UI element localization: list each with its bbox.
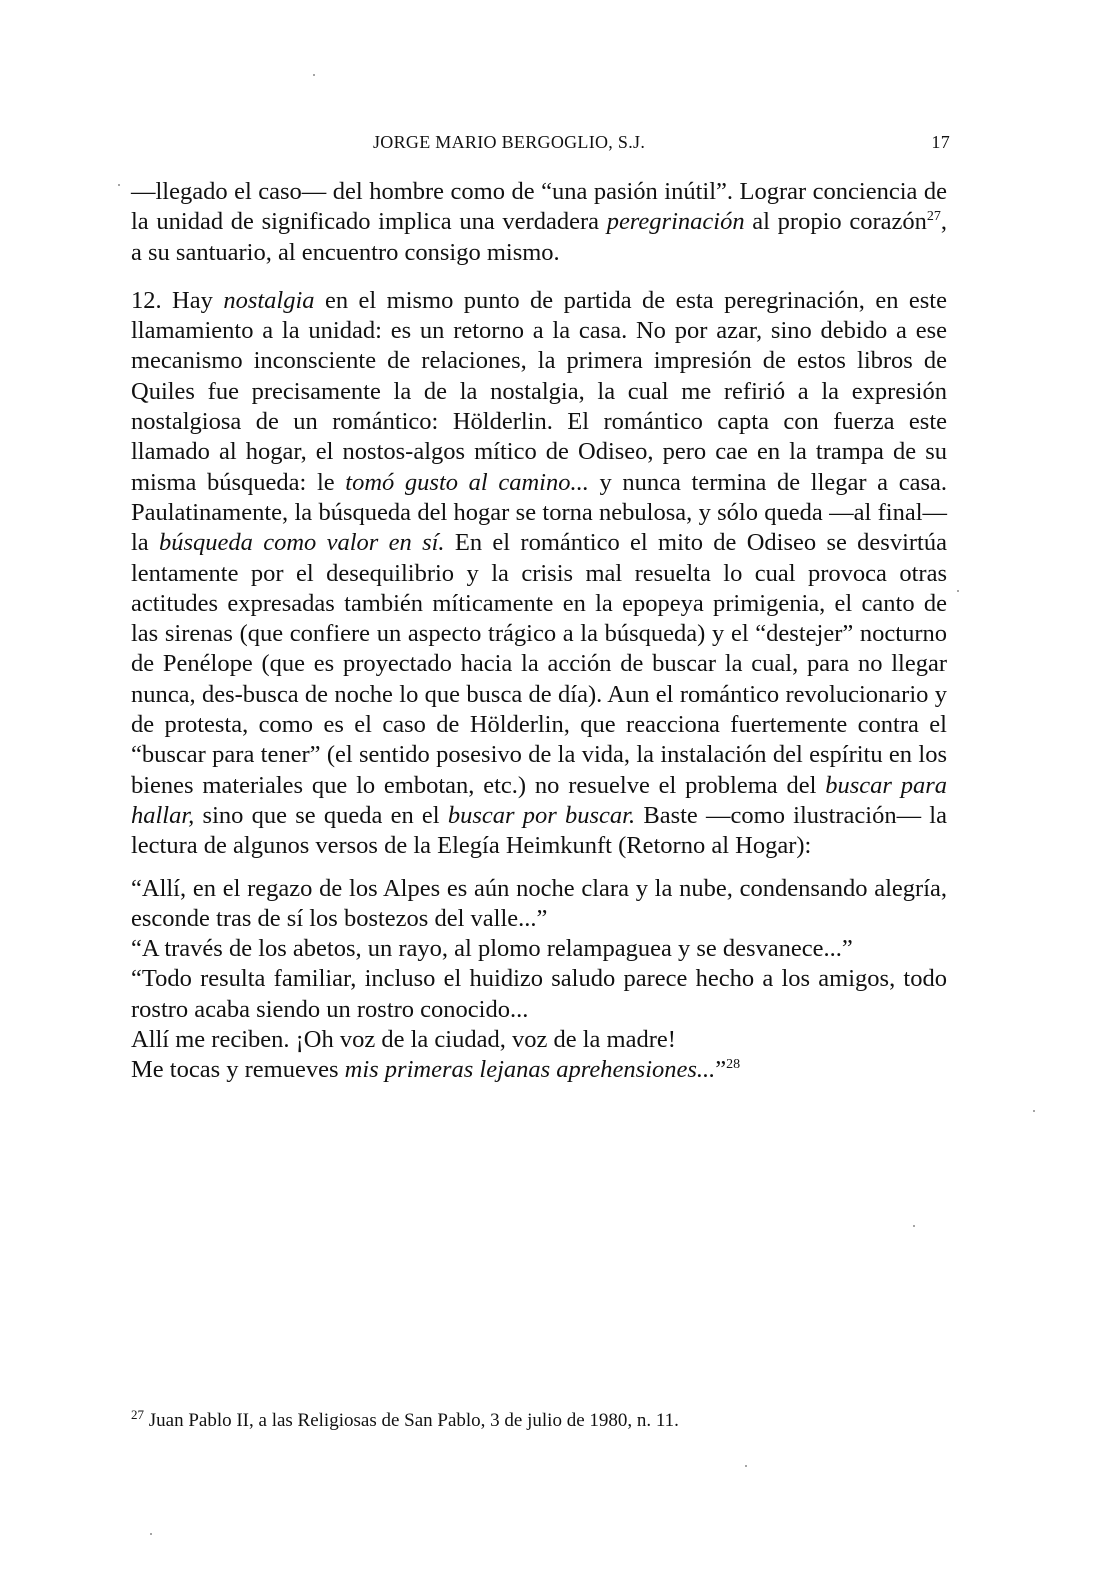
scan-speck — [118, 184, 120, 186]
text-run: En el romántico el mito de Odiseo se desvirtúa lentamente por el desequilibrio y la crisis mal resuelta lo cual provoca otras actitudes expresadas también míticamente en la epopeya primigenia, el canto de las sirenas (que confiere un aspecto trágico a la búsqueda) y el “destejer” nocturno de Penélope (que es proyectado hacia la acción de buscar la cual, para no llegar nunca, des-busca de noche lo que busca de día). Aun el romántico revolucionario y de protesta, como es el caso de Hölderlin, que reacciona fuertemente contra el “buscar para tener” (el sentido posesivo de la vida, la instalación del espíritu en los bienes materiales que lo embotan, etc.) no resuelve el problema del — [131, 529, 947, 799]
italic-run: mis primeras lejanas aprehensiones... — [344, 1056, 716, 1084]
italic-run: tomó gusto al camino... — [345, 468, 589, 496]
text-run: Me tocas y remueves — [131, 1056, 345, 1084]
paragraph-number: 12. — [131, 286, 162, 314]
italic-run: buscar para hallar, — [131, 771, 947, 829]
text-run: sino que se queda en el — [194, 801, 448, 829]
running-title: JORGE MARIO BERGOGLIO, S.J. — [373, 132, 646, 152]
text-run: y nunca termina de llegar a casa. Paulatinamente, la búsqueda del hogar se torna nebulosa, y sólo queda —al final— la — [131, 468, 947, 557]
footnote-ref-28: 28 — [726, 1057, 741, 1073]
verse-line: Allí me reciben. ¡Oh voz de la ciudad, voz de la madre! — [131, 1026, 676, 1054]
verse-line: “A través de los abetos, un rayo, al plomo relampaguea y se desvanece...” — [131, 935, 853, 963]
italic-run: buscar por buscar. — [447, 801, 636, 829]
paragraph-continued — [131, 177, 947, 268]
scan-speck — [957, 590, 959, 592]
footnote-ref-27: 27 — [926, 209, 941, 225]
verse-line — [131, 1055, 947, 1085]
footnote-text: Juan Pablo II, a las Religiosas de San Pablo, 3 de julio de 1980, n. 11. — [144, 1410, 679, 1431]
footnote-marker: 27 — [131, 1407, 144, 1422]
verse-quotation — [131, 874, 947, 1086]
text-run: —llegado el caso— del hombre como de “una pasión inútil”. Lograr conciencia de la unidad de significado implica una verdadera — [131, 178, 947, 236]
text-run: Baste —como ilustración— la lectura de algunos versos de la Elegía Heimkunft (Retorno al Hogar): — [131, 801, 947, 860]
text-run: ” — [715, 1056, 727, 1084]
scan-speck — [913, 1225, 915, 1227]
scan-speck — [745, 1465, 747, 1467]
body-text — [131, 177, 947, 1086]
text-run: al propio corazón — [744, 208, 927, 236]
page-number: 17 — [931, 132, 950, 152]
footnote-27 — [131, 1409, 947, 1433]
running-header — [135, 132, 950, 156]
verse-line: “Todo resulta familiar, incluso el huidizo saludo parece hecho a los amigos, todo rostro acaba siendo un rostro conocido... — [131, 965, 947, 1023]
verse-line: “Allí, en el regazo de los Alpes es aún noche clara y la nube, condensando alegría, esconde tras de sí los bostezos del valle...” — [131, 874, 947, 932]
italic-run: búsqueda como valor en sí. — [159, 529, 445, 557]
text-run: , a su santuario, al encuentro consigo mismo. — [131, 208, 948, 266]
text-run: Hay — [161, 286, 224, 314]
text-run: en el mismo punto de partida de esta peregrinación, en este llamamiento a la unidad: es un retorno a la casa. No por azar, sino debido a ese mecanismo inconsciente de relaciones, la primera impresión de estos libros de Quiles fue precisamente la de la nostalgia, la cual me refirió a la expresión nostalgiosa de un romántico: Hölderlin. El romántico capta con fuerza este llamado al hogar, el nostos-algos mítico de Odiseo, pero cae en la trampa de su misma búsqueda: le — [131, 286, 947, 496]
scan-speck — [1033, 1110, 1035, 1112]
scan-speck — [150, 1533, 152, 1535]
paragraph-12 — [131, 286, 947, 862]
scan-speck — [313, 74, 315, 76]
italic-run: peregrinación — [606, 208, 745, 236]
italic-run: nostalgia — [223, 286, 315, 314]
